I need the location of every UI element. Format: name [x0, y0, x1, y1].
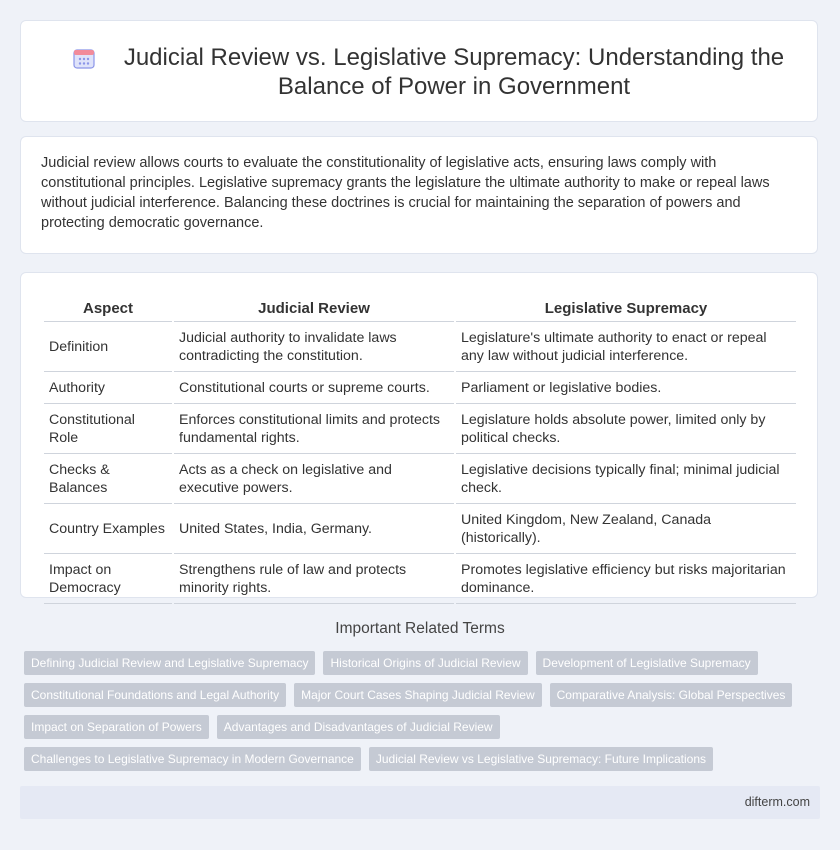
table-row: [44, 404, 796, 454]
intro-card: [20, 136, 818, 254]
aspect-cell: Definition: [44, 322, 172, 372]
legislative-supremacy-cell: United Kingdom, New Zealand, Canada (historically).: [456, 504, 796, 554]
table-header-row: [44, 295, 796, 322]
column-header-aspect: Aspect: [44, 295, 172, 322]
column-header-legislative-supremacy: Legislative Supremacy: [456, 295, 796, 322]
judicial-review-cell: Strengthens rule of law and protects minority rights.: [174, 554, 454, 604]
related-terms-heading: Important Related Terms: [335, 620, 505, 637]
related-term-tag[interactable]: Challenges to Legislative Supremacy in Modern Governance: [24, 747, 361, 771]
aspect-cell: Constitutional Role: [44, 404, 172, 454]
aspect-cell: Country Examples: [44, 504, 172, 554]
table-row: [44, 504, 796, 554]
related-term-tag[interactable]: Historical Origins of Judicial Review: [323, 651, 527, 675]
related-terms-list: [24, 651, 794, 771]
table-row: [44, 372, 796, 404]
related-term-tag[interactable]: Defining Judicial Review and Legislative Supremacy: [24, 651, 315, 675]
related-term-tag[interactable]: Major Court Cases Shaping Judicial Review: [294, 683, 541, 707]
legislative-supremacy-cell: Promotes legislative efficiency but risks majoritarian dominance.: [456, 554, 796, 604]
comparison-table: [42, 295, 798, 604]
related-term-tag[interactable]: Advantages and Disadvantages of Judicial Review: [217, 715, 500, 739]
table-row: [44, 454, 796, 504]
related-term-tag[interactable]: Development of Legislative Supremacy: [536, 651, 758, 675]
table-row: [44, 554, 796, 604]
column-header-judicial-review: Judicial Review: [174, 295, 454, 322]
table-row: [44, 322, 796, 372]
title-card: [20, 20, 818, 122]
legislative-supremacy-cell: Legislature holds absolute power, limited only by political checks.: [456, 404, 796, 454]
calendar-icon: [73, 47, 95, 69]
intro-paragraph: Judicial review allows courts to evaluate the constitutionality of legislative acts, ensuring laws comply with constitutional principles. Legislative supremacy grants the legislature the ultimate authority to make or repeal laws without judicial interference. Balancing these doctrines is crucial for maintaining the separation of powers and protecting democratic governance.: [41, 155, 770, 231]
footer-bar: [20, 786, 820, 819]
aspect-cell: Impact on Democracy: [44, 554, 172, 604]
related-term-tag[interactable]: Judicial Review vs Legislative Supremacy: Future Implications: [369, 747, 713, 771]
related-term-tag[interactable]: Impact on Separation of Powers: [24, 715, 209, 739]
judicial-review-cell: Enforces constitutional limits and protects fundamental rights.: [174, 404, 454, 454]
footer-site-link[interactable]: difterm.com: [744, 795, 810, 809]
judicial-review-cell: Acts as a check on legislative and executive powers.: [174, 454, 454, 504]
legislative-supremacy-cell: Parliament or legislative bodies.: [456, 372, 796, 404]
legislative-supremacy-cell: Legislature's ultimate authority to enact or repeal any law without judicial interference.: [456, 322, 796, 372]
judicial-review-cell: Judicial authority to invalidate laws contradicting the constitution.: [174, 322, 454, 372]
aspect-cell: Authority: [44, 372, 172, 404]
comparison-card: [20, 272, 818, 598]
judicial-review-cell: United States, India, Germany.: [174, 504, 454, 554]
page-title: Judicial Review vs. Legislative Supremacy: Understanding the Balance of Power in Government: [123, 44, 785, 100]
related-term-tag[interactable]: Constitutional Foundations and Legal Authority: [24, 683, 286, 707]
judicial-review-cell: Constitutional courts or supreme courts.: [174, 372, 454, 404]
related-term-tag[interactable]: Comparative Analysis: Global Perspectives: [550, 683, 793, 707]
aspect-cell: Checks & Balances: [44, 454, 172, 504]
legislative-supremacy-cell: Legislative decisions typically final; minimal judicial check.: [456, 454, 796, 504]
